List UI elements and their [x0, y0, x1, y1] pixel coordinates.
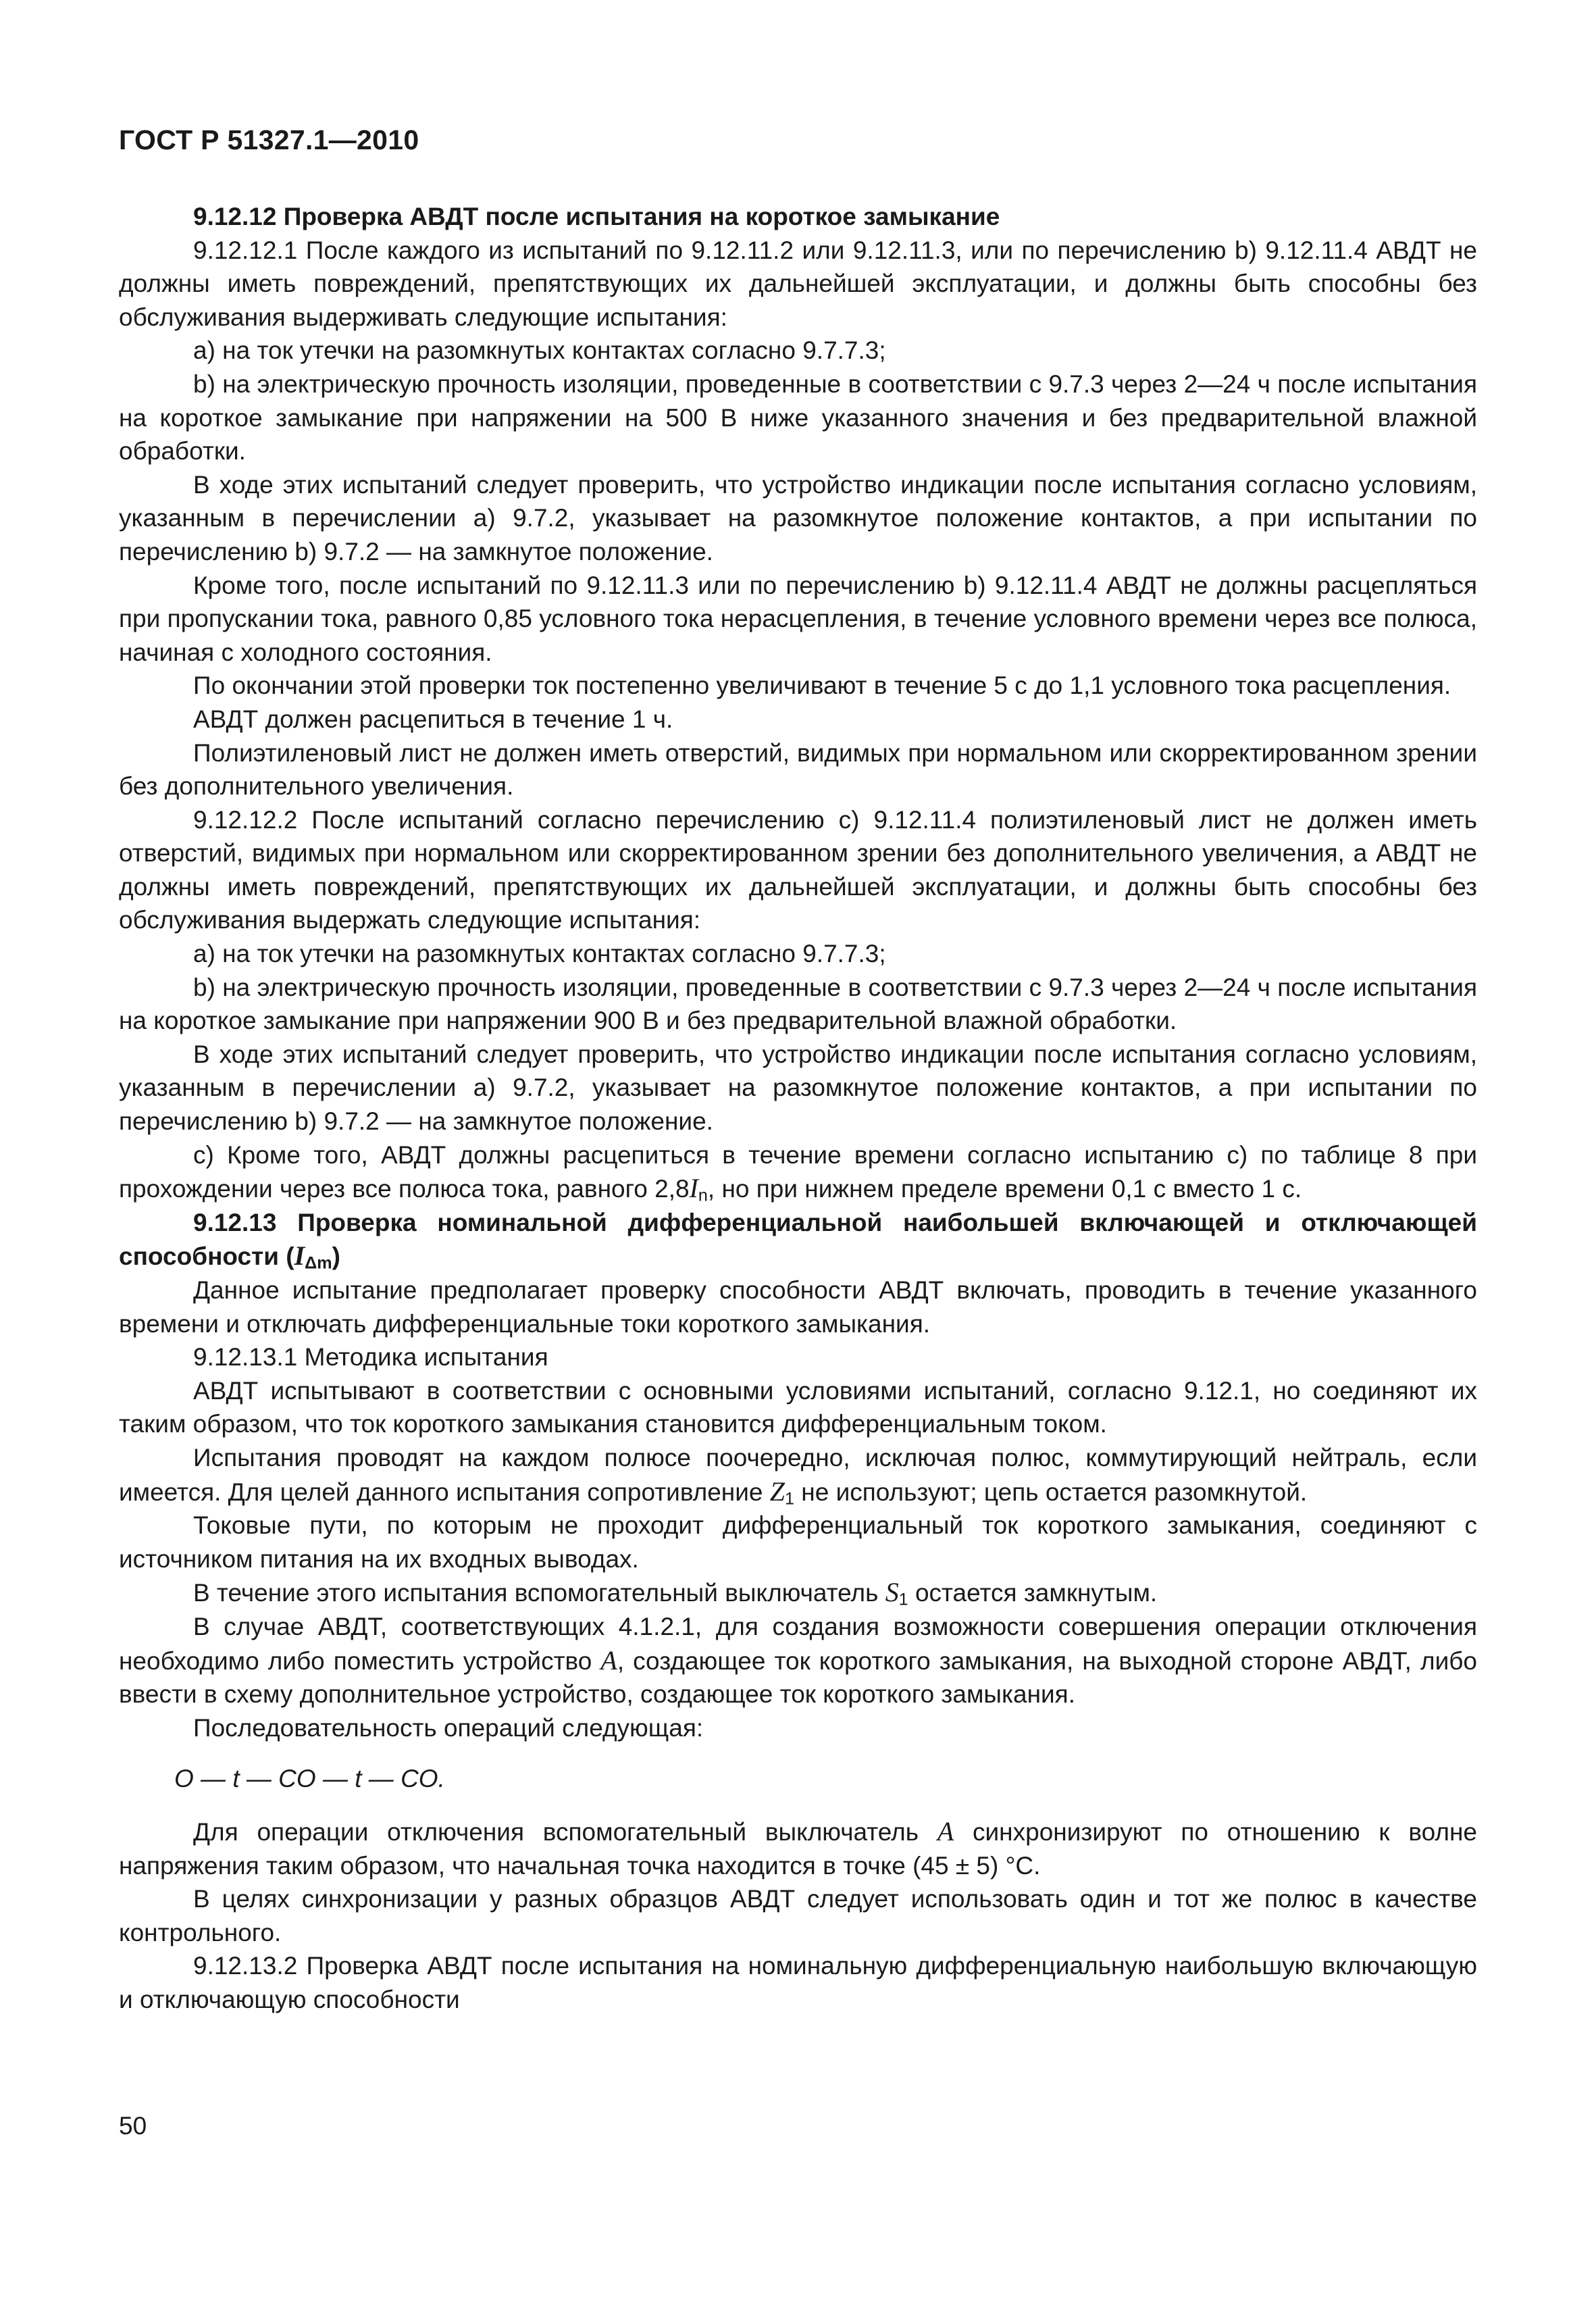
variable: I	[689, 1173, 698, 1204]
paragraph: В целях синхронизации у разных образцов АВДТ следует использовать один и тот же полюс в качестве контрольного.	[119, 1885, 1477, 1946]
paragraph: 9.12.13.2 Проверка АВДТ после испытания на номинальную дифференциальную наибольшую включающую и отключающую способности	[119, 1952, 1477, 2013]
text-run: , создающее ток короткого замыкания, на выходной стороне АВДТ, либо ввести в схему дополнительное устройство, создающее ток короткого замыкания.	[119, 1646, 1478, 1709]
document-body	[119, 200, 1477, 2016]
paragraph: АВДТ испытывают в соответствии с основными условиями испытаний, согласно 9.12.1, но соединяют их таким образом, что ток короткого замыкания становится дифференциальным током.	[119, 1376, 1477, 1438]
paragraph: В ходе этих испытаний следует проверить, что устройство индикации после испытания согласно условиям, указанным в перечислении а) 9.7.2, указывает на разомкнутое положение контактов, а при испытании по перечислению b) 9.7.2 — на замкнутое положение.	[119, 470, 1477, 565]
paragraph: Данное испытание предполагает проверку способности АВДТ включать, проводить в течение указанного времени и отключать дифференциальные токи короткого замыкания.	[119, 1276, 1477, 1338]
text-run: , но при нижнем пределе времени 0,1 с вместо 1 с.	[707, 1175, 1302, 1203]
paragraph: Полиэтиленовый лист не должен иметь отверстий, видимых при нормальном или скорректированном зрении без дополнительного увеличения.	[119, 738, 1477, 801]
text-run: с) Кроме того, АВДТ должны расцепиться в течение времени согласно испытанию с) по таблице 8 при прохождении через все полюса тока, равного 2,8	[119, 1140, 1477, 1203]
paragraph: АВДТ должен расцепиться в течение 1 ч.	[193, 705, 673, 733]
paragraph: В ходе этих испытаний следует проверить, что устройство индикации после испытания согласно условиям, указанным в перечислении а) 9.7.2, указывает на разомкнутое положение контактов, а при испытании по перечислению b) 9.7.2 — на замкнутое положение.	[119, 1040, 1477, 1136]
paragraph	[119, 1441, 1477, 1509]
text-run: синхронизируют по отношению к волне напряжения таким образом, что начальная точка находится в точке (45 ± 5) °С.	[119, 1817, 1477, 1880]
text-run: остается замкнутым.	[908, 1579, 1158, 1607]
text-run: Для операции отключения вспомогательный выключатель	[193, 1817, 937, 1846]
variable: A	[600, 1644, 617, 1676]
variable: I	[294, 1240, 305, 1272]
subscript: n	[698, 1186, 708, 1205]
document-code: ГОСТ Р 51327.1—2010	[119, 124, 419, 155]
text-run: В случае АВДТ, соответствующих 4.1.2.1, для создания возможности совершения операции отключения необходимо либо поместить устройство	[119, 1612, 1477, 1675]
paragraph: 9.12.13.1 Методика испытания	[193, 1343, 548, 1372]
paragraph	[119, 1815, 1477, 1882]
list-item: b) на электрическую прочность изоляции, проведенные в соответствии с 9.7.3 через 2—24 ч после испытания на короткое замыкание при напряжении 900 В и без предварительной влажной обработки.	[119, 973, 1477, 1035]
paragraph	[119, 1576, 1477, 1610]
heading-text: )	[332, 1242, 340, 1271]
paragraph: 9.12.12.2 После испытаний согласно перечислению с) 9.12.11.4 полиэтиленовый лист не должен иметь отверстий, видимых при нормальном или скорректированном зрении без дополнительного увеличения, а АВДТ не должны иметь повреждений, препятствующих их дальнейшей эксплуатации, и должны быть способны без обслуживания выдержать следующие испытания:	[119, 805, 1477, 934]
section-heading-9-12-13	[119, 1206, 1477, 1274]
subscript: 1	[898, 1590, 908, 1609]
paragraph: По окончании этой проверки ток постепенно увеличивают в течение 5 с до 1,1 условного тока расцепления.	[193, 672, 1451, 700]
list-item: а) на ток утечки на разомкнутых контактах согласно 9.7.7.3;	[193, 940, 886, 968]
variable: S	[885, 1577, 899, 1608]
text-run: Испытания проводят на каждом полюсе поочередно, исключая полюс, коммутирующий нейтраль, если имеется. Для целей данного испытания сопротивление	[119, 1443, 1477, 1506]
variable: A	[937, 1815, 954, 1846]
subscript: 1	[785, 1489, 794, 1509]
list-item: b) на электрическую прочность изоляции, проведенные в соответствии с 9.7.3 через 2—24 ч после испытания на короткое замыкание при напряжении на 500 В ниже указанного значения и без предварительной влажной обработки.	[119, 370, 1477, 466]
paragraph: Кроме того, после испытаний по 9.12.11.3 или по перечислению b) 9.12.11.4 АВДТ не должны расцепляться при пропускании тока, равного 0,85 условного тока нерасцепления, в течение условного времени через все полюса, начиная с холодного состояния.	[119, 571, 1477, 666]
text-run: В течение этого испытания вспомогательный выключатель	[193, 1579, 885, 1607]
page-number: 50	[119, 2112, 147, 2140]
paragraph: Последовательность операций следующая:	[193, 1713, 704, 1742]
paragraph: Токовые пути, по которым не проходит дифференциальный ток короткого замыкания, соединяют с источником питания на их входных выводах.	[119, 1511, 1477, 1573]
list-item: а) на ток утечки на разомкнутых контактах согласно 9.7.7.3;	[193, 336, 886, 365]
subscript: Δm	[305, 1253, 332, 1273]
variable: Z	[769, 1476, 785, 1507]
paragraph: 9.12.12.1 После каждого из испытаний по 9.12.11.2 или 9.12.11.3, или по перечислению b) 9.12.11.4 АВДТ не должны иметь повреждений, препятствующих их дальнейшей эксплуатации, и должны быть способны без обслуживания выдерживать следующие испытания:	[119, 236, 1477, 331]
section-heading-9-12-12: 9.12.12 Проверка АВДТ после испытания на короткое замыкание	[193, 203, 1000, 230]
paragraph	[119, 1610, 1477, 1711]
paragraph	[119, 1138, 1477, 1206]
heading-text: 9.12.13 Проверка номинальной дифференциальной наибольшей включающей и отключающей способности (	[119, 1208, 1477, 1271]
formula: O — t — CO — t — CO.	[174, 1765, 445, 1793]
text-run: не используют; цепь остается разомкнутой.	[794, 1478, 1308, 1506]
